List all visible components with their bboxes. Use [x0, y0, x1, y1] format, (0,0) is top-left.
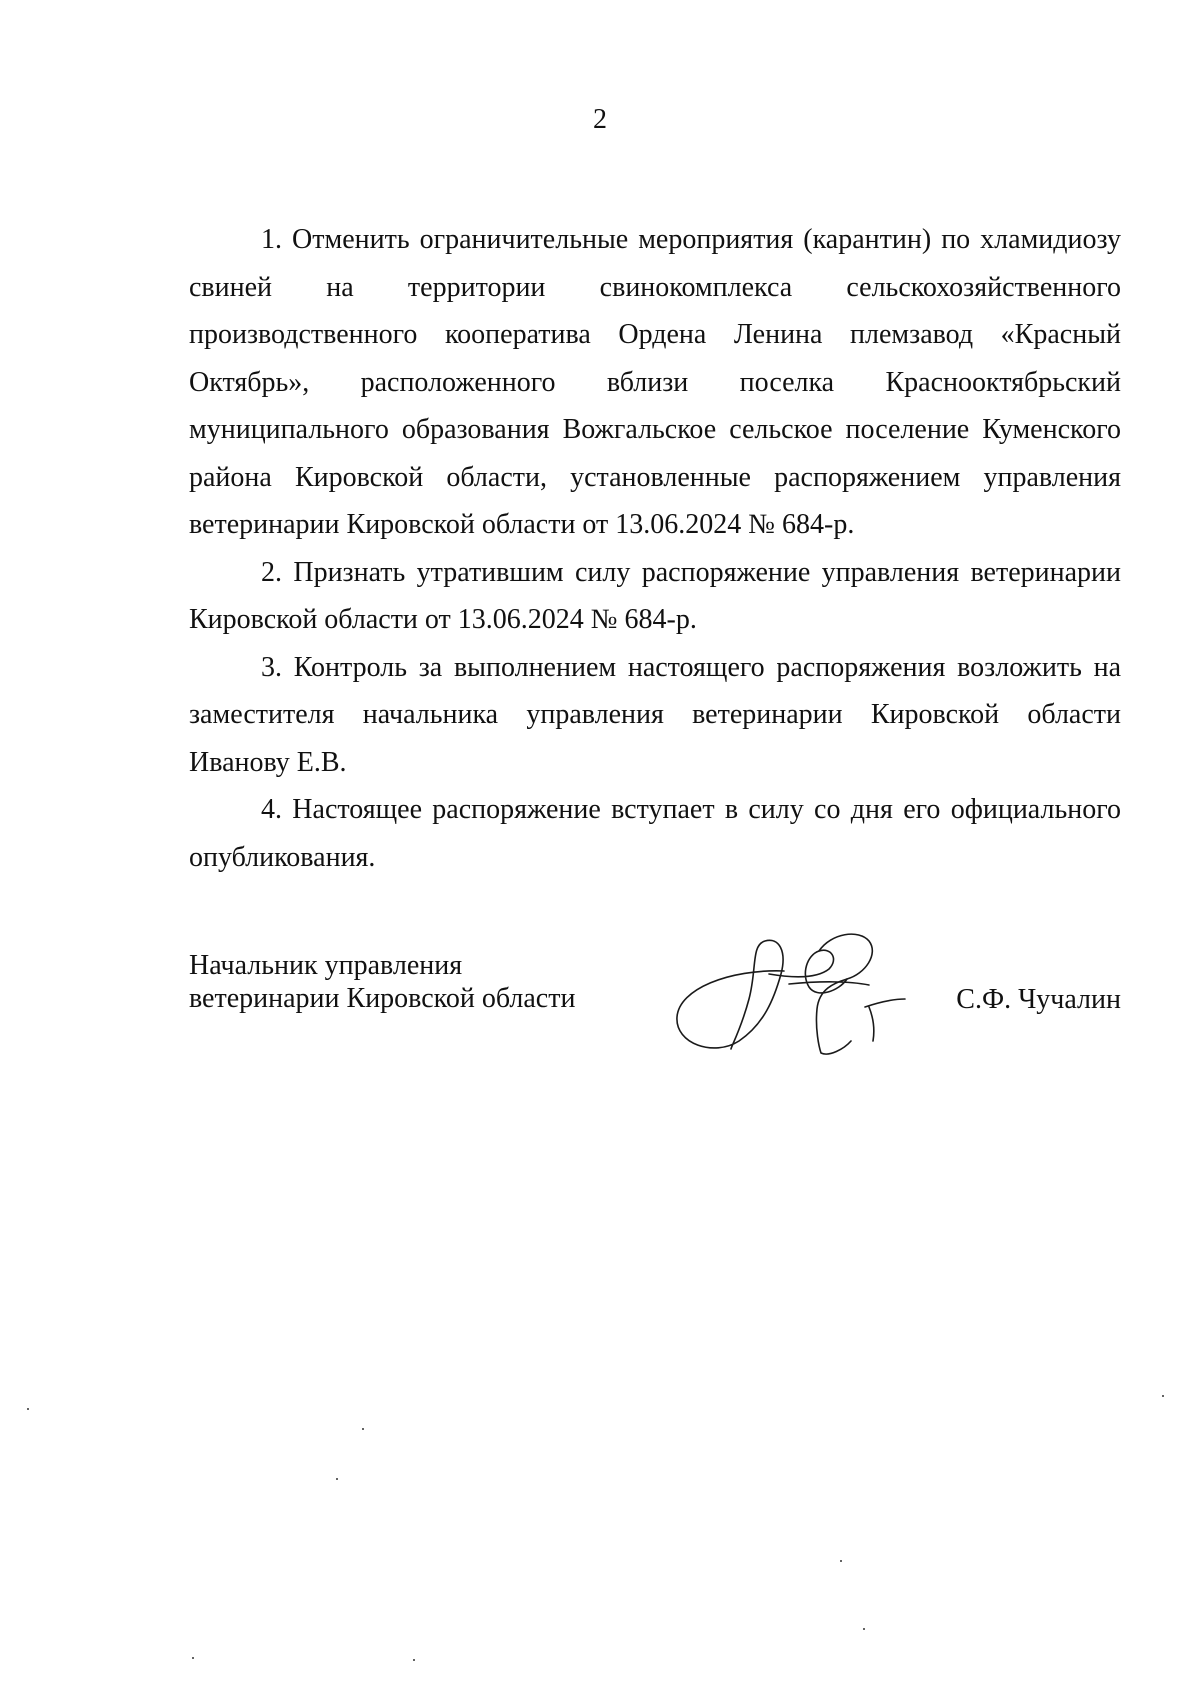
scan-speck [362, 1428, 364, 1430]
scan-speck [192, 1657, 194, 1659]
paragraph-4: 4. Настоящее распоряжение вступает в силу со дня его официального опубликования. [189, 794, 1121, 873]
paragraph-1: 1. Отменить ограничительные мероприятия (карантин) по хламидиозу свиней на территории свинокомплекса сельскохозяйственного производственного кооператива Ордена Ленина племзавод «Красный Октябрь», расположенного вблизи поселка Краснооктябрьский муниципального образования Вожгальское сельское поселение Куменского района Кировской области, установленные распоряжением управления ветеринарии Кировской области от 13.06.2024 № 684-р. [189, 224, 1121, 540]
signature-block [189, 949, 1121, 1089]
paragraph-3: 3. Контроль за выполнением настоящего распоряжения возложить на заместителя начальника управления ветеринарии Кировской области Иванову Е.В. [189, 651, 1121, 778]
page-number: 2 [593, 104, 607, 135]
scan-speck [413, 1659, 415, 1661]
paragraph-2: 2. Признать утратившим силу распоряжение управления ветеринарии Кировской области от 13.06.2024 № 684-р. [189, 556, 1121, 635]
scan-speck [863, 1628, 865, 1630]
handwritten-signature [669, 929, 929, 1059]
signer-name: С.Ф. Чучалин [956, 984, 1121, 1015]
scan-speck [336, 1478, 338, 1480]
signer-position-line-2: ветеринарии Кировской области [189, 983, 576, 1014]
signer-position-line-1: Начальник управления [189, 950, 463, 981]
document-body [189, 216, 1121, 881]
scan-speck [840, 1560, 842, 1562]
signer-position [189, 949, 575, 1015]
scan-speck [1162, 1395, 1164, 1397]
scan-speck [27, 1408, 29, 1410]
